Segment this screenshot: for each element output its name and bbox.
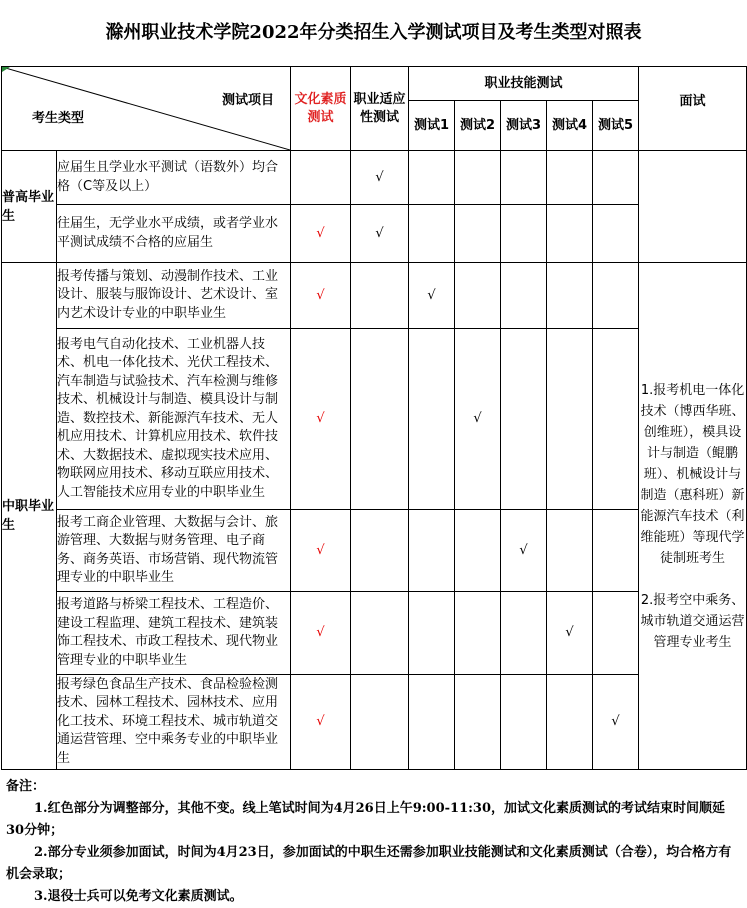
culture-check: √ bbox=[291, 510, 351, 592]
culture-check: √ bbox=[291, 205, 351, 263]
row-description: 报考绿色食品生产技术、食品检验检测技术、园林工程技术、园林技术、应用化工技术、环境工程技术、城市轨道交通运营管理、空中乘务专业的中职毕业生 bbox=[57, 675, 291, 770]
candidate-type-label: 考生类型 bbox=[32, 111, 85, 126]
test-3-check bbox=[501, 329, 547, 510]
test-5-check bbox=[593, 329, 639, 510]
aptitude-check bbox=[351, 592, 409, 675]
aptitude-check: √ bbox=[351, 151, 409, 205]
test-1-check bbox=[409, 510, 455, 592]
test-3-check bbox=[501, 205, 547, 263]
culture-check: √ bbox=[291, 592, 351, 675]
row-description: 报考电气自动化技术、工业机器人技术、机电一体化技术、光伏工程技术、汽车制造与试验技术、汽车检测与维修技术、机械设计与制造、模具设计与制造、数控技术、新能源汽车技术、无人机应用技术、计算机应用技术、软件技术、大数据技术、虚拟现实技术应用、物联网应用技术、移动互联应用技术、人工智能技术应用专业的中职毕业生 bbox=[57, 329, 291, 510]
table-row bbox=[2, 151, 747, 205]
table-row bbox=[2, 329, 747, 510]
culture-check bbox=[291, 151, 351, 205]
table-row bbox=[2, 675, 747, 770]
test-5-header: 测试5 bbox=[593, 101, 639, 151]
culture-test-header: 文化素质测试 bbox=[291, 67, 351, 151]
test-3-header: 测试3 bbox=[501, 101, 547, 151]
test-2-check bbox=[455, 263, 501, 329]
test-5-check bbox=[593, 263, 639, 329]
category-putong: 普高毕业生 bbox=[2, 151, 57, 263]
test-4-header: 测试4 bbox=[547, 101, 593, 151]
test-4-check bbox=[547, 510, 593, 592]
test-4-check: √ bbox=[547, 592, 593, 675]
test-5-check: √ bbox=[593, 675, 639, 770]
aptitude-check bbox=[351, 510, 409, 592]
notes-label: 备注： bbox=[6, 779, 46, 794]
aptitude-test-header: 职业适应性测试 bbox=[351, 67, 409, 151]
skills-test-header: 职业技能测试 bbox=[409, 67, 639, 101]
note-2: 2.部分专业须参加面试，时间为4月23日，参加面试的中职生还需参加职业技能测试和文化素质测试（合卷），均合格方有机会录取； bbox=[6, 845, 732, 882]
category-zhongzhi: 中职毕业生 bbox=[2, 263, 57, 770]
admission-table bbox=[1, 66, 747, 770]
test-4-check bbox=[547, 151, 593, 205]
test-1-check bbox=[409, 151, 455, 205]
test-3-check bbox=[501, 592, 547, 675]
aptitude-check bbox=[351, 675, 409, 770]
test-4-check bbox=[547, 205, 593, 263]
test-5-check bbox=[593, 205, 639, 263]
test-2-check: √ bbox=[455, 329, 501, 510]
test-3-check bbox=[501, 263, 547, 329]
test-2-check bbox=[455, 510, 501, 592]
test-2-check bbox=[455, 675, 501, 770]
aptitude-check: √ bbox=[351, 205, 409, 263]
table-row bbox=[2, 510, 747, 592]
table-row bbox=[2, 263, 747, 329]
interview-header: 面试 bbox=[639, 67, 747, 151]
notes-section bbox=[6, 776, 741, 908]
row-description: 应届生且学业水平测试（语数外）均合格（C等及以上） bbox=[57, 151, 291, 205]
test-1-check bbox=[409, 675, 455, 770]
culture-check: √ bbox=[291, 675, 351, 770]
test-5-check bbox=[593, 510, 639, 592]
test-item-label: 测试项目 bbox=[221, 93, 274, 108]
test-5-check bbox=[593, 151, 639, 205]
test-1-check bbox=[409, 329, 455, 510]
interview-cell bbox=[639, 263, 747, 770]
culture-check: √ bbox=[291, 263, 351, 329]
note-1: 1.红色部分为调整部分，其他不变。线上笔试时间为4月26日上午9:00-11:30，加试文化素质测试的考试结束时间顺延30分钟； bbox=[6, 801, 726, 838]
test-1-check bbox=[409, 592, 455, 675]
row-description: 报考道路与桥梁工程技术、工程造价、建设工程监理、建筑工程技术、建筑装饰工程技术、市政工程技术、现代物业管理专业的中职毕业生 bbox=[57, 592, 291, 675]
aptitude-check bbox=[351, 329, 409, 510]
test-3-check: √ bbox=[501, 510, 547, 592]
test-1-check: √ bbox=[409, 263, 455, 329]
table-row bbox=[2, 592, 747, 675]
test-2-check bbox=[455, 205, 501, 263]
test-2-check bbox=[455, 151, 501, 205]
test-3-check bbox=[501, 151, 547, 205]
note-3: 3.退役士兵可以免考文化素质测试。 bbox=[34, 889, 243, 904]
diagonal-header-cell bbox=[2, 67, 291, 151]
culture-check: √ bbox=[291, 329, 351, 510]
test-4-check bbox=[547, 675, 593, 770]
interview-note-2: 2.报考空中乘务、城市轨道交通运营管理专业考生 bbox=[640, 592, 745, 650]
interview-note-1: 1.报考机电一体化技术（博西华班、创维班），模具设计与制造（鲲鹏班）、机械设计与制造（惠科班）新能源汽车技术（利维能班）等现代学徒制班考生 bbox=[640, 382, 745, 566]
row-description: 往届生，无学业水平成绩，或者学业水平测试成绩不合格的应届生 bbox=[57, 205, 291, 263]
row-description: 报考工商企业管理、大数据与会计、旅游管理、大数据与财务管理、电子商务、商务英语、市场营销、现代物流管理专业的中职毕业生 bbox=[57, 510, 291, 592]
table-row bbox=[2, 205, 747, 263]
test-2-header: 测试2 bbox=[455, 101, 501, 151]
interview-empty-cell bbox=[639, 151, 747, 263]
test-1-header: 测试1 bbox=[409, 101, 455, 151]
test-2-check bbox=[455, 592, 501, 675]
aptitude-check bbox=[351, 263, 409, 329]
test-1-check bbox=[409, 205, 455, 263]
test-5-check bbox=[593, 592, 639, 675]
row-description: 报考传播与策划、动漫制作技术、工业设计、服装与服饰设计、艺术设计、室内艺术设计专业的中职毕业生 bbox=[57, 263, 291, 329]
test-4-check bbox=[547, 263, 593, 329]
page-title: 滁州职业技术学院2022年分类招生入学测试项目及考生类型对照表 bbox=[105, 22, 642, 43]
test-3-check bbox=[501, 675, 547, 770]
test-4-check bbox=[547, 329, 593, 510]
